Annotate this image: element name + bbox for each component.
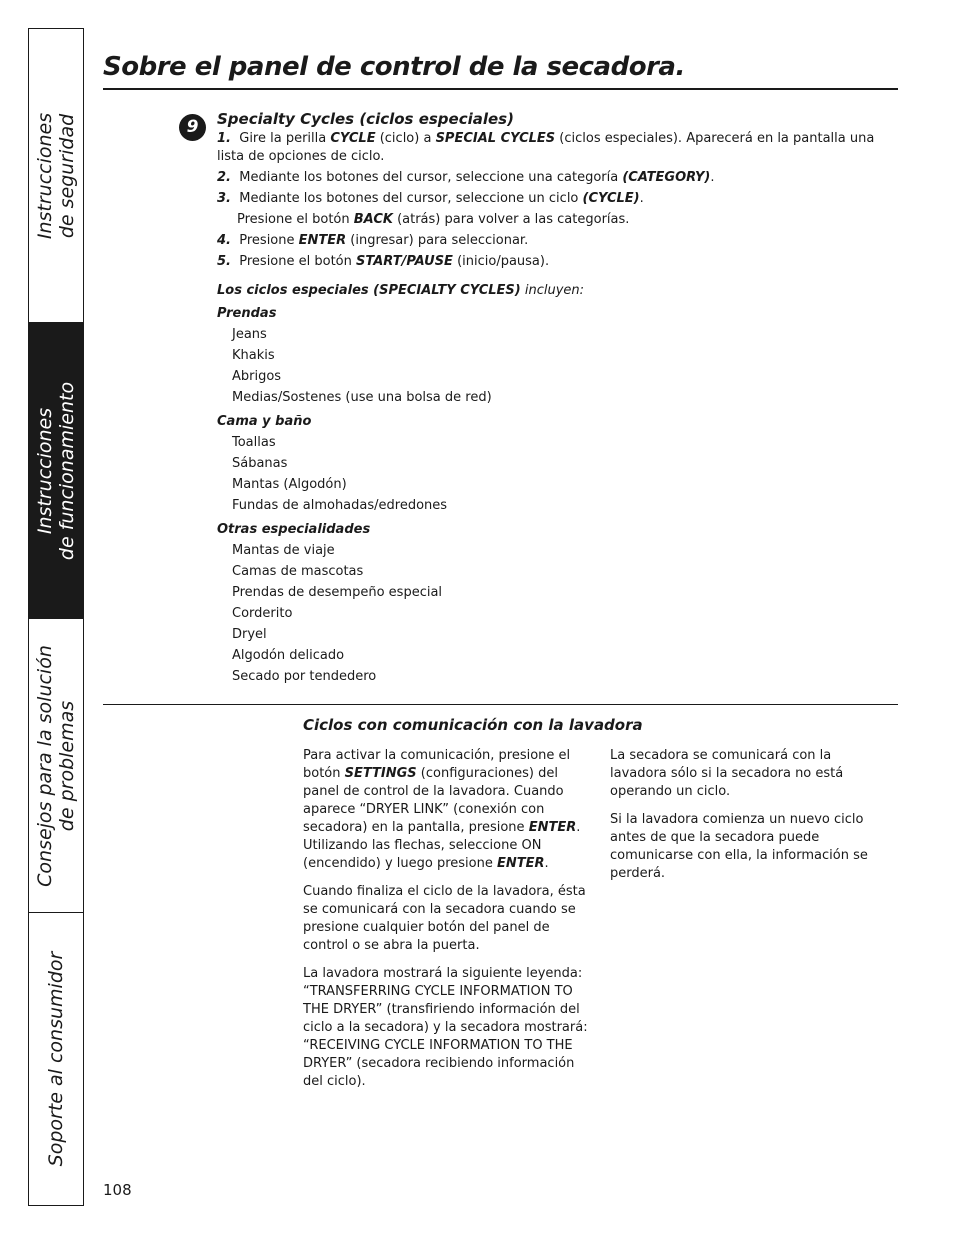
includes-rest: incluyen:	[520, 283, 585, 298]
step-keyword: ENTER	[298, 233, 347, 248]
list-item: Khakis	[232, 348, 275, 363]
category-heading: Otras especialidades	[217, 522, 371, 537]
section-title: Specialty Cycles (ciclos especiales)	[217, 110, 514, 128]
step-keyword: SPECIAL CYCLES	[435, 131, 556, 146]
tab-label-line: de seguridad	[56, 113, 78, 238]
category-heading: Cama y baño	[217, 414, 312, 429]
includes-bold: Los ciclos especiales (SPECIALTY CYCLES)	[217, 283, 521, 298]
tab-operating-instructions[interactable]	[29, 323, 83, 619]
paragraph-text: Para activar la comunicación, presione el botón	[303, 748, 571, 781]
step-text: Gire la perilla	[239, 131, 331, 146]
list-item: Mantas de viaje	[232, 543, 335, 558]
step-keyword: START/PAUSE	[356, 254, 453, 269]
list-item: Dryel	[232, 627, 267, 642]
keyword: SETTINGS	[344, 766, 417, 781]
list-item: Sábanas	[232, 456, 288, 471]
category-group-cama	[217, 411, 617, 516]
list-item: Mantas (Algodón)	[232, 477, 347, 492]
step-text: Presione el botón	[239, 254, 356, 269]
step-keyword: (CYCLE)	[582, 191, 640, 206]
paragraph-text: . Utilizando las flechas, seleccione ON (encendido) y luego presione	[303, 820, 581, 871]
step-subnote	[217, 211, 892, 229]
communication-right-column	[610, 747, 870, 893]
tab-consumer-support[interactable]	[29, 913, 83, 1205]
paragraph: La lavadora mostrará la siguiente leyenda: “TRANSFERRING CYCLE INFORMATION TO THE DRYER” (transfiriendo información del ciclo a la secadora) y la secadora mostrará: “RECEIVING CYCLE INFORMATION TO THE DRYER” (secadora recibiendo información del ciclo).	[303, 966, 588, 1089]
keyword: ENTER	[528, 820, 577, 835]
instruction-step	[217, 190, 892, 229]
list-item: Algodón delicado	[232, 648, 345, 663]
tab-label	[34, 381, 78, 559]
list-item: Fundas de almohadas/edredones	[232, 498, 448, 513]
paragraph-text: (configuraciones) del panel de control de la lavadora. Cuando aparece “DRYER LINK” (conexión con secadora) en la pantalla, presione	[303, 766, 564, 835]
title-divider	[103, 88, 898, 90]
section-divider	[103, 704, 898, 705]
paragraph: Si la lavadora comienza un nuevo ciclo antes de que la secadora puede comunicarse con ella, la información se perderá.	[610, 812, 868, 881]
tab-label-line: de problemas	[56, 700, 78, 831]
instruction-steps	[217, 130, 892, 274]
communication-title: Ciclos con comunicación con la lavadora	[303, 716, 643, 734]
list-item: Camas de mascotas	[232, 564, 364, 579]
includes-intro	[217, 279, 617, 301]
tab-troubleshooting[interactable]	[29, 619, 83, 913]
tab-label-line: Instrucciones	[34, 407, 56, 534]
step-num: 3.	[217, 191, 231, 206]
tab-label	[34, 112, 78, 238]
step-text: Mediante los botones del cursor, seleccione un ciclo	[239, 191, 583, 206]
step-number-badge: 9	[179, 114, 206, 141]
step-text: .	[639, 191, 644, 206]
step-text: .	[710, 170, 715, 185]
step-text: Mediante los botones del cursor, seleccione una categoría	[239, 170, 623, 185]
tab-label	[34, 645, 78, 887]
step-num: 2.	[217, 170, 231, 185]
list-item: Toallas	[232, 435, 276, 450]
step-keyword: BACK	[353, 212, 393, 227]
instruction-step	[217, 232, 892, 250]
step-text: (ingresar) para seleccionar.	[346, 233, 529, 248]
paragraph-text: .	[544, 856, 549, 871]
list-item: Prendas de desempeño especial	[232, 585, 443, 600]
paragraph: La secadora se comunicará con la lavadora sólo si la secadora no está operando un ciclo.	[610, 748, 844, 799]
category-group-otras	[217, 519, 617, 687]
step-keyword: (CATEGORY)	[622, 170, 711, 185]
list-item: Jeans	[232, 327, 267, 342]
tab-safety-instructions[interactable]	[29, 29, 83, 323]
list-item: Secado por tendedero	[232, 669, 377, 684]
instruction-step	[217, 169, 892, 187]
step-text: Presione el botón	[237, 212, 354, 227]
list-item: Medias/Sostenes (use una bolsa de red)	[232, 390, 492, 405]
tab-label-line: Instrucciones	[34, 112, 56, 239]
instruction-step	[217, 130, 892, 166]
step-num: 1.	[217, 131, 231, 146]
step-num: 5.	[217, 254, 231, 269]
step-num: 4.	[217, 233, 231, 248]
paragraph: Cuando finaliza el ciclo de la lavadora, ésta se comunicará con la secadora cuando se presione cualquier botón del panel de control o se abra la puerta.	[303, 884, 586, 953]
tab-label-line: de funcionamiento	[56, 381, 78, 560]
step-text: (ciclo) a	[375, 131, 436, 146]
page-title: Sobre el panel de control de la secadora.	[103, 52, 685, 82]
tab-label-line: Consejos para la solución	[34, 644, 56, 887]
list-item: Abrigos	[232, 369, 282, 384]
tab-label	[45, 952, 67, 1167]
step-text: (inicio/pausa).	[452, 254, 550, 269]
page-number: 108	[103, 1181, 132, 1199]
step-text: (ciclos especiales). Aparecerá en la pantalla una lista de opciones de ciclo.	[217, 131, 875, 164]
keyword: ENTER	[497, 856, 545, 871]
instruction-step	[217, 253, 892, 271]
tab-label-line: Soporte al consumidor	[45, 951, 67, 1167]
list-item: Corderito	[232, 606, 293, 621]
communication-left-column	[303, 747, 593, 1101]
category-group-prendas	[217, 303, 617, 408]
side-tabs	[28, 28, 84, 1206]
step-text: Presione	[239, 233, 299, 248]
category-heading: Prendas	[217, 306, 277, 321]
step-text: (atrás) para volver a las categorías.	[392, 212, 630, 227]
step-keyword: CYCLE	[330, 131, 376, 146]
paragraph	[303, 747, 593, 873]
